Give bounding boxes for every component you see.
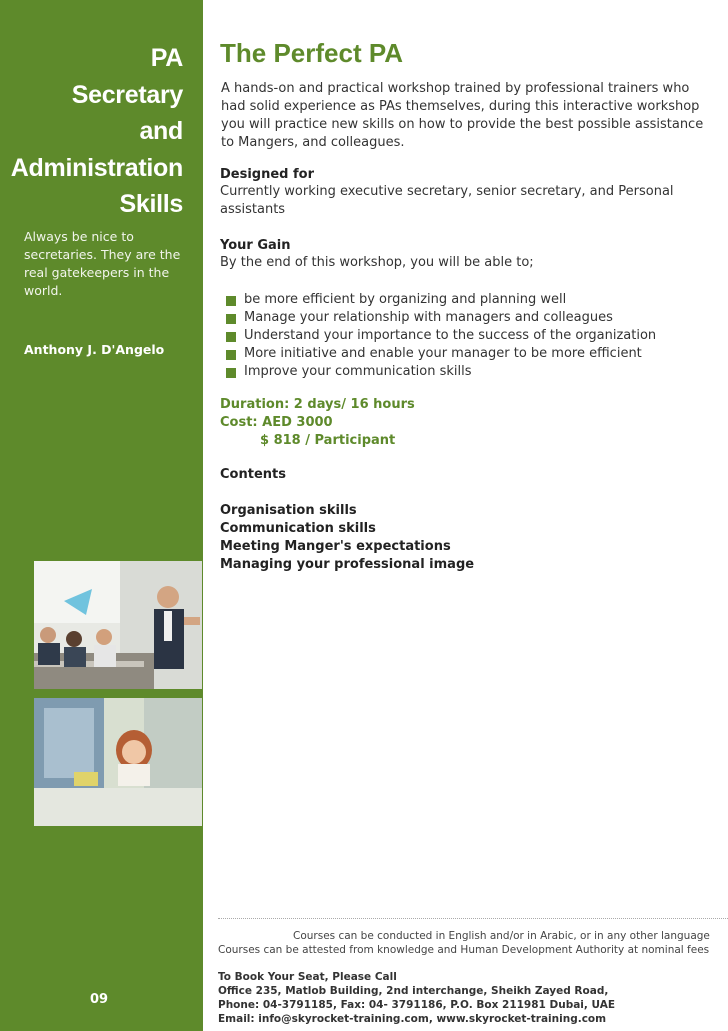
list-item-text: be more efficient by organizing and planning well: [244, 292, 567, 307]
list-item-text: Understand your importance to the success of the organization: [244, 328, 657, 343]
list-item: [226, 327, 656, 345]
square-bullet-icon: [226, 296, 236, 306]
list-item: [226, 363, 656, 381]
footer-divider: [218, 918, 728, 919]
cost-per-participant: $ 818 / Participant: [260, 433, 396, 448]
list-item: Organisation skills: [220, 503, 357, 518]
list-item-text: More initiative and enable your manager to be more efficient: [244, 346, 642, 361]
list-item: [226, 309, 656, 327]
list-item-text: Improve your communication skills: [244, 364, 472, 379]
designed-for-section: [220, 167, 708, 219]
contact-info: [218, 970, 615, 1026]
list-item-text: Manage your relationship with managers and colleagues: [244, 310, 613, 325]
list-item: Managing your professional image: [220, 557, 475, 572]
gain-list: [226, 291, 656, 381]
square-bullet-icon: [226, 332, 236, 342]
square-bullet-icon: [226, 368, 236, 378]
address: Office 235, Matlob Building, 2nd interchange, Sheikh Zayed Road,: [218, 985, 609, 997]
sidebar-title-line: Skills: [119, 190, 183, 218]
page-title: The Perfect PA: [220, 38, 404, 68]
phone-fax: Phone: 04-3791185, Fax: 04- 3791186, P.O. Box 211981 Dubai, UAE: [218, 999, 616, 1011]
list-item: Communication skills: [220, 521, 376, 536]
page-number: 09: [90, 992, 109, 1007]
designed-for-text: Currently working executive secretary, senior secretary, and Personal assistants: [220, 184, 674, 217]
your-gain-text: By the end of this workshop, you will be able to;: [220, 255, 534, 270]
square-bullet-icon: [226, 350, 236, 360]
booking-label: To Book Your Seat, Please Call: [218, 971, 397, 983]
designed-for-label: Designed for: [220, 167, 315, 182]
list-item: [226, 345, 656, 363]
sidebar: [0, 0, 203, 1031]
your-gain-label: Your Gain: [220, 238, 291, 253]
contents-label: Contents: [220, 467, 286, 482]
square-bullet-icon: [226, 314, 236, 324]
course-details: [220, 396, 415, 450]
sidebar-title-line: PA: [150, 44, 183, 72]
list-item: Meeting Manger's expectations: [220, 539, 451, 554]
cost: Cost: AED 3000: [220, 415, 333, 430]
secretary-photo: [34, 698, 202, 826]
quote-author: Anthony J. D'Angelo: [24, 342, 165, 357]
sidebar-title-line: Secretary: [71, 80, 183, 109]
sidebar-quote: Always be nice to secretaries. They are the real gatekeepers in the world.: [24, 229, 181, 298]
email-web: Email: info@skyrocket-training.com, www.skyrocket-training.com: [218, 1013, 607, 1025]
contents-list: [220, 502, 474, 574]
sidebar-title: [11, 40, 183, 223]
sidebar-title-line: Administration: [10, 153, 183, 182]
meeting-photo: [34, 561, 202, 689]
intro-paragraph: A hands-on and practical workshop trained by professional trainers who had solid experience as PAs themselves, during this interactive workshop you will practice new skills on how to provide the best possible assistance to Mangers, and colleagues.: [221, 81, 704, 150]
list-item: [226, 291, 656, 309]
duration: Duration: 2 days/ 16 hours: [220, 397, 415, 412]
sidebar-title-line: and: [139, 117, 183, 145]
accreditation-note: Courses can be attested from knowledge and Human Development Authority at nominal fees: [218, 944, 710, 956]
language-note: Courses can be conducted in English and/or in Arabic, or in any other language: [293, 930, 710, 942]
your-gain-section: [220, 238, 708, 272]
